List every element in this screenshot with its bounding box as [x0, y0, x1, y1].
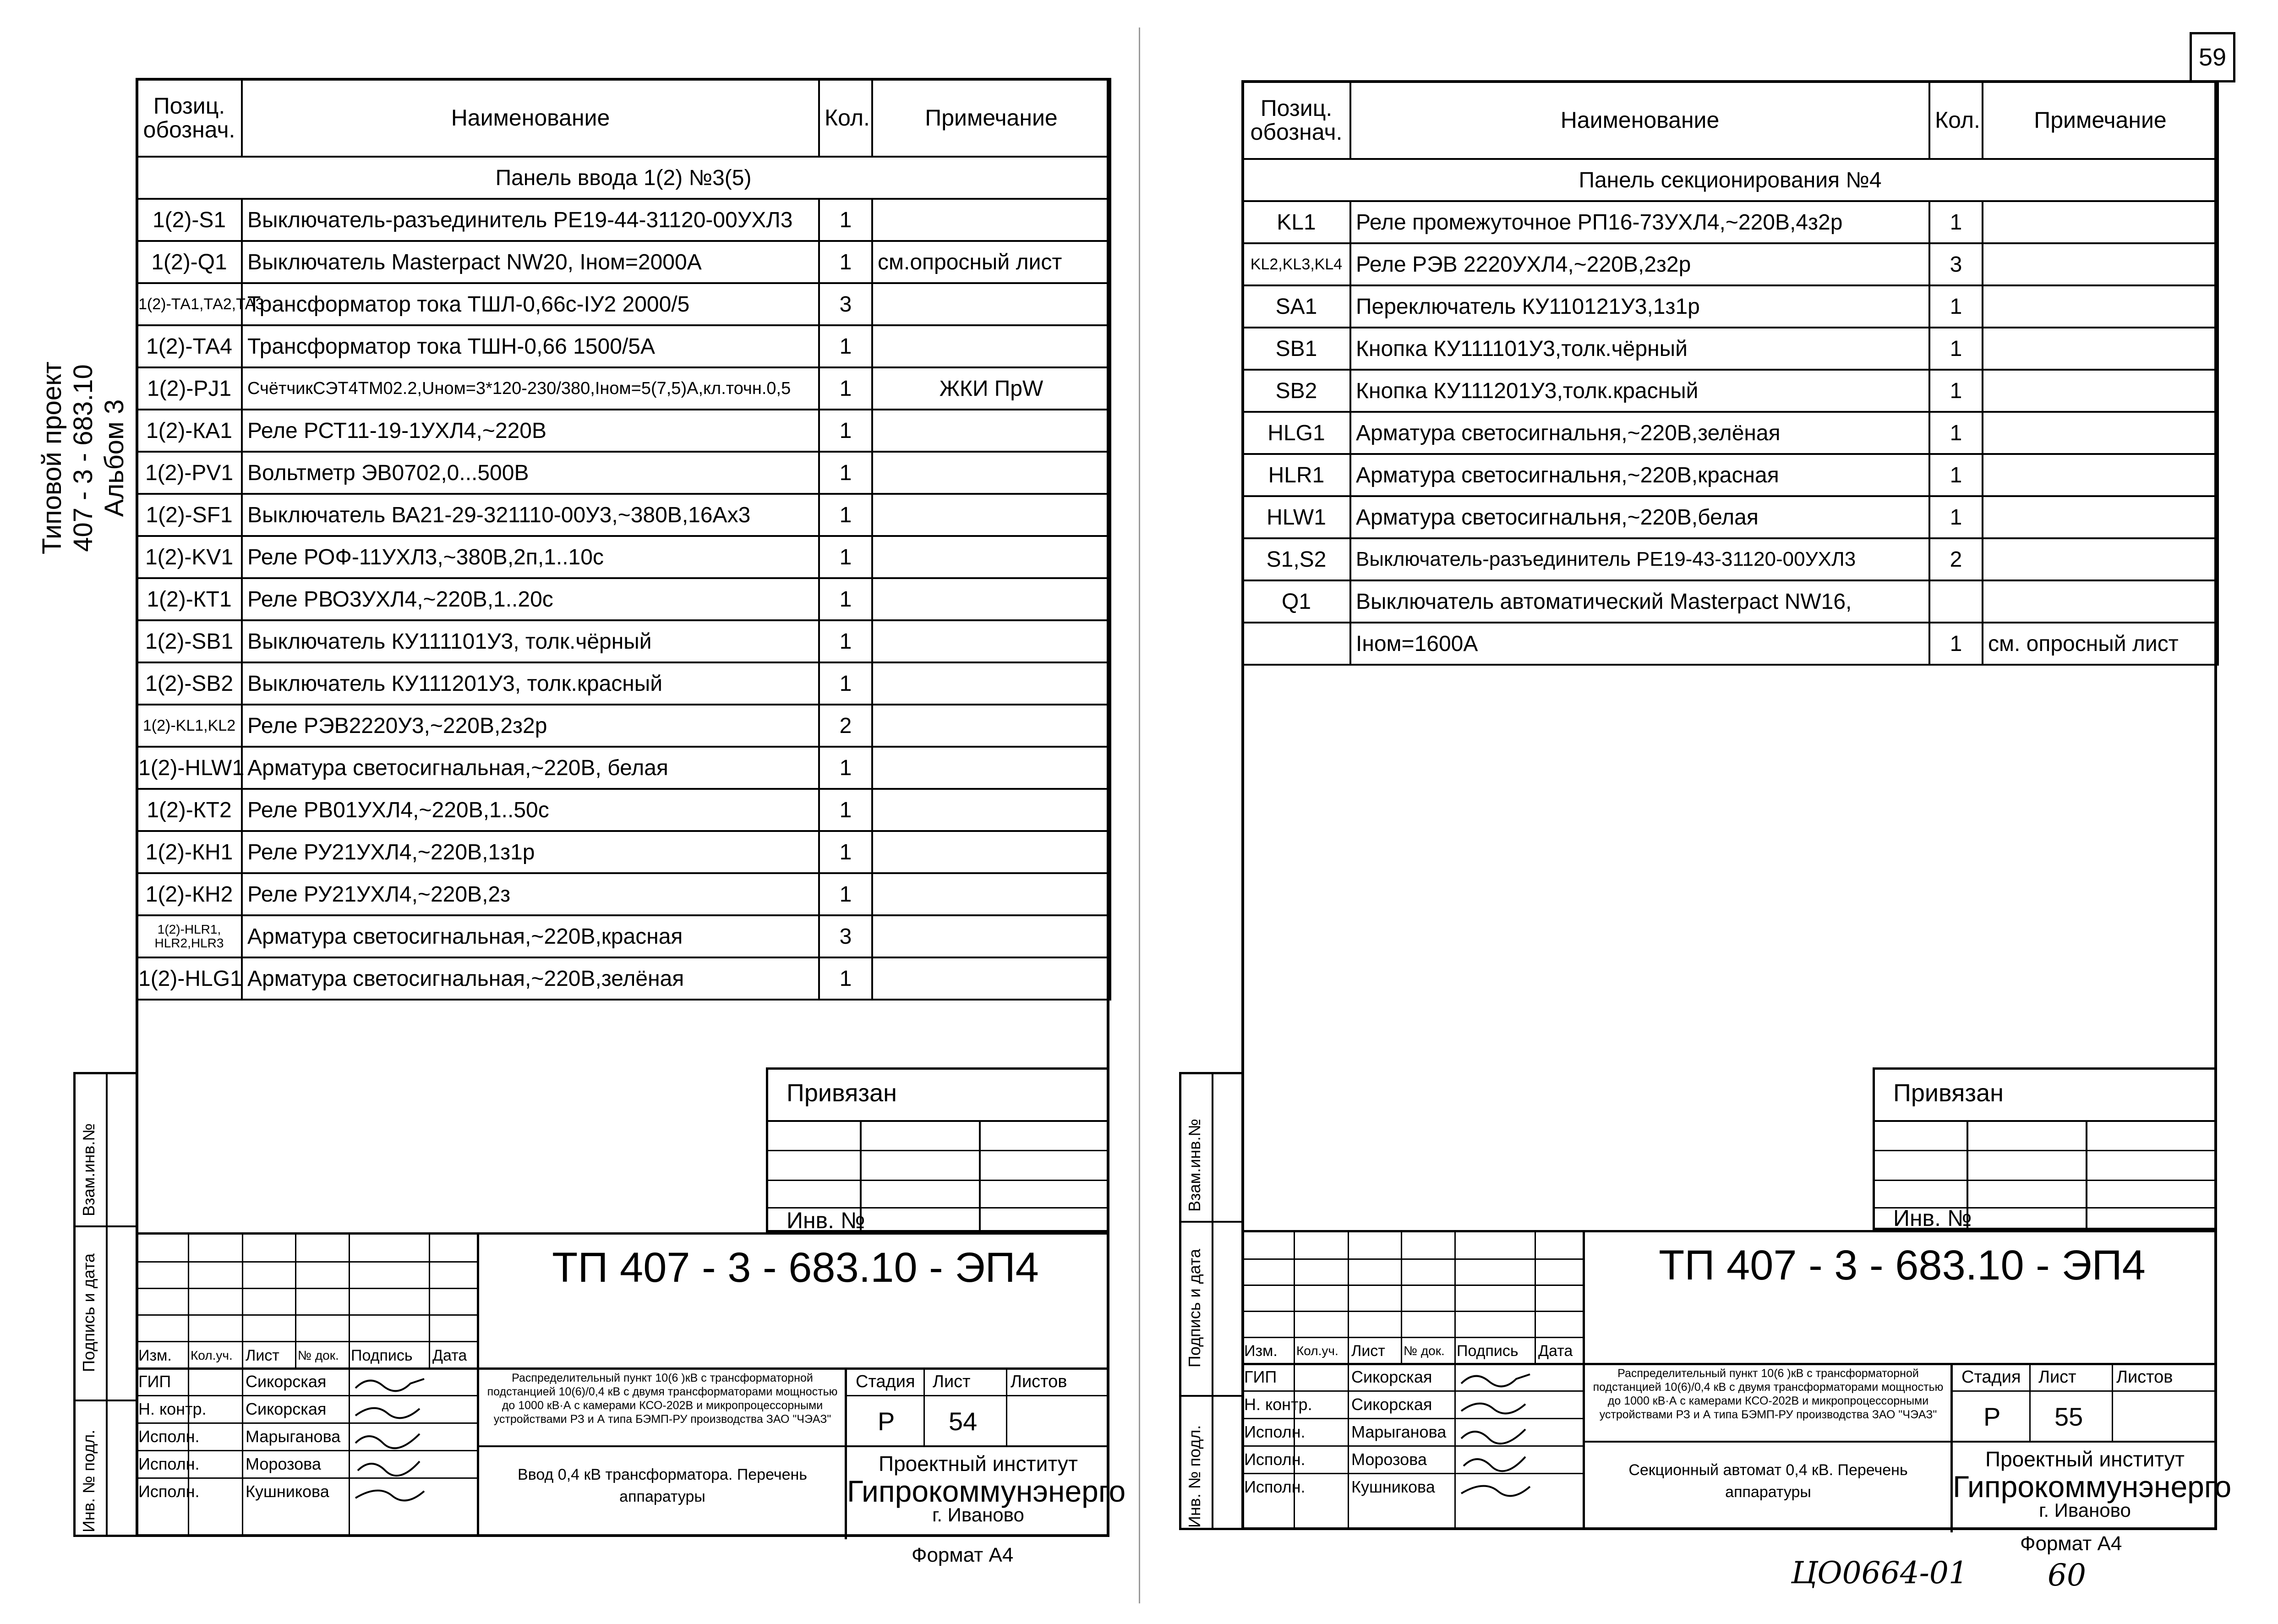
table-row: HLW1 Арматура светосигнальня,~220В,белая 1: [1242, 496, 2218, 538]
right-spec-table: [1241, 80, 2219, 666]
col-kol: Кол.уч.: [191, 1348, 233, 1362]
table-row: 1(2)-ТА1,ТА2,ТА3 Трансформатор тока ТШЛ-0,66с-IУ2 2000/5 3: [137, 283, 1110, 325]
col-list: Лист: [246, 1347, 279, 1364]
table-row: SB2 Кнопка КУ111201У3,толк.красный 1: [1242, 370, 2218, 412]
table-row: 1(2)-PV1 Вольтметр ЭВ0702,0...500В 1: [137, 452, 1110, 494]
table-row: 1(2)-KL1,KL2 Реле РЭВ2220У3,~220В,2з2р 2: [137, 705, 1110, 747]
header-qty: Кол.: [1929, 81, 1983, 159]
drawing-code: ТП 407 - 3 - 683.10 - ЭП4: [1659, 1242, 2146, 1289]
institute: [847, 1450, 1126, 1526]
role-name: Морозова: [246, 1454, 321, 1473]
role-row: Исполн.: [1244, 1477, 1306, 1496]
stadia-label: Стадия: [1961, 1367, 2021, 1387]
role-row: Н. контр.: [138, 1400, 207, 1418]
role-name: Сикорская: [1351, 1395, 1432, 1414]
col-podp: Подпись: [1457, 1342, 1519, 1360]
role-name: Сикорская: [246, 1372, 327, 1391]
signatures: [1457, 1365, 1535, 1503]
table-row: 1(2)-Q1 Выключатель Masterpact NW20, Iном=2000А 1 см.опросный лист: [137, 241, 1110, 283]
header-note: Примечание: [872, 79, 1110, 157]
stadia-value: Р: [878, 1407, 895, 1436]
table-row: 1(2)-PJ1 СчётчикСЭТ4ТМ02.2,Uном=3*120-230/380,Iном=5(7,5)А,кл.точн.0,5 1 ЖКИ ПрW: [137, 367, 1110, 410]
section-title: Панель секционирования №4: [1242, 159, 2218, 201]
privyazan-label: Привязан: [1893, 1079, 2004, 1107]
col-ndok: № док.: [1404, 1344, 1445, 1358]
table-row: S1,S2 Выключатель-разъединитель РЕ19-43-31120-00УХЛ3 2: [1242, 538, 2218, 580]
header-name: Наименование: [242, 79, 819, 157]
table-row: HLG1 Арматура светосигнальня,~220В,зелёная 1: [1242, 412, 2218, 454]
right-format-label: Формат А4: [2020, 1532, 2122, 1555]
table-row: SB1 Кнопка КУ111101У3,толк.чёрный 1: [1242, 328, 2218, 370]
table-row: 1(2)-HLW1 Арматура светосигнальная,~220В, белая 1: [137, 747, 1110, 789]
sheet-title: Ввод 0,4 кВ трансформатора. Перечень аппаратуры: [518, 1466, 807, 1505]
table-row: 1(2)-КН2 Реле РУ21УХЛ4,~220В,2з 1: [137, 873, 1110, 915]
listov-label: Листов: [1011, 1372, 1067, 1391]
institute-line2: Гипрокоммунэнерго: [1953, 1470, 2232, 1504]
institute-line1: Проектный институт: [879, 1452, 1078, 1476]
col-kol: Кол.уч.: [1296, 1344, 1338, 1358]
side-title-line1: Типовой проект: [37, 361, 67, 554]
project-description: Распределительный пункт 10(6 )кВ с трансформаторной подстанцией 10(6)/0,4 кВ с двумя трансформаторами мощностью до 1000 кВ·А с камерами КСО-202В и микропроцессорными устройствами РЗ и А типа БЭМП-РУ производства ЗАО "ЧЭАЗ": [1593, 1367, 1944, 1421]
header-pos: Позиц. обознач.: [1242, 81, 1350, 159]
right-side-strip: [1179, 1072, 1241, 1530]
role-name: Кушникова: [1351, 1477, 1435, 1496]
col-data: Дата: [1538, 1342, 1573, 1360]
inv-no-label: Инв. №: [1893, 1205, 1972, 1231]
table-row: SA1 Переключатель КУ110121У3,1з1р 1: [1242, 285, 2218, 328]
role-name: Морозова: [1351, 1450, 1427, 1469]
inv-no-label: Инв. №: [787, 1208, 865, 1233]
side-label-podpis: Подпись и дата: [79, 1253, 98, 1372]
side-label-vzam: Взам.инв.№: [79, 1123, 98, 1216]
list-label: Лист: [933, 1372, 971, 1391]
role-name: Сикорская: [1351, 1367, 1432, 1386]
table-row: 1(2)-ТА4 Трансформатор тока ТШН-0,66 1500/5А 1: [137, 325, 1110, 367]
drawing-code: ТП 407 - 3 - 683.10 - ЭП4: [552, 1244, 1039, 1291]
role-row: Исполн.: [1244, 1422, 1306, 1441]
left-privyazan-box: [766, 1067, 1109, 1232]
table-row: 1(2)-КН1 Реле РУ21УХЛ4,~220В,1з1р 1: [137, 831, 1110, 873]
table-row: 1(2)-HLR1, HLR2,HLR3 Арматура светосигнальная,~220В,красная 3: [137, 915, 1110, 957]
left-format-label: Формат А4: [912, 1544, 1014, 1566]
col-podp: Подпись: [351, 1347, 413, 1364]
table-row: 1(2)-SB2 Выключатель КУ111201У3, толк.красный 1: [137, 662, 1110, 705]
side-title: [37, 362, 130, 554]
left-side-strip: [73, 1072, 136, 1537]
role-row: Исполн.: [138, 1454, 200, 1473]
table-row: 1(2)-HLG1 Арматура светосигнальная,~220В,зелёная 1: [137, 957, 1110, 1000]
side-label-inv: Инв. № подл.: [1185, 1425, 1204, 1528]
role-name: Кушникова: [246, 1482, 329, 1501]
header-note: Примечание: [1983, 81, 2218, 159]
list-label: Лист: [2038, 1367, 2076, 1387]
role-name: Марыганова: [246, 1427, 341, 1446]
col-ndok: № док.: [298, 1348, 339, 1362]
table-row: 1(2)-SF1 Выключатель ВА21-29-321110-00У3,~380В,16Ах3 1: [137, 494, 1110, 536]
institute-line2: Гипрокоммунэнерго: [847, 1474, 1126, 1508]
list-value: 54: [949, 1407, 978, 1436]
col-data: Дата: [432, 1347, 467, 1364]
section-title: Панель ввода 1(2) №3(5): [137, 157, 1110, 199]
stadia-label: Стадия: [856, 1372, 915, 1391]
project-description: Распределительный пункт 10(6 )кВ с трансформаторной подстанцией 10(6)/0,4 кВ с двумя трансформаторами мощностью до 1000 кВ·А с камерами КСО-202В и микропроцессорными устройствами РЗ и А типа БЭМП-РУ производства ЗАО "ЧЭАЗ": [487, 1372, 838, 1426]
right-table-extension: [1241, 673, 1243, 1067]
table-row: 1(2)-КТ1 Реле РВО3УХЛ4,~220В,1..20с 1: [137, 578, 1110, 620]
signatures: [351, 1370, 429, 1507]
header-pos: Позиц. обознач.: [137, 79, 242, 157]
table-row: 1(2)-KV1 Реле РОФ-11УХЛ3,~380В,2п,1..10с 1: [137, 536, 1110, 578]
listov-label: Листов: [2116, 1367, 2173, 1387]
table-row: 1(2)-SB1 Выключатель КУ111101У3, толк.чёрный 1: [137, 620, 1110, 662]
header-qty: Кол.: [819, 79, 872, 157]
role-row: Исполн.: [138, 1482, 200, 1501]
col-izm: Изм.: [138, 1347, 172, 1364]
table-row: Q1 Выключатель автоматический Masterpact NW16,: [1242, 580, 2218, 623]
table-row: HLR1 Арматура светосигнальня,~220В,красная 1: [1242, 454, 2218, 496]
table-row: 1(2)-КА1 Реле РСТ11-19-1УХЛ4,~220В 1: [137, 410, 1110, 452]
institute: [1953, 1445, 2232, 1521]
table-row: KL2,KL3,KL4 Реле РЭВ 2220УХЛ4,~220В,2з2р 3: [1242, 243, 2218, 285]
side-title-line3: Альбом 3: [99, 399, 129, 517]
side-title-line2: 407 - 3 - 683.10: [68, 364, 98, 552]
handwritten-code: ЦО0664-01: [1791, 1555, 1968, 1591]
list-value: 55: [2054, 1402, 2083, 1431]
side-label-inv: Инв. № подл.: [79, 1429, 98, 1532]
table-row: Iном=1600А 1 см. опросный лист: [1242, 623, 2218, 665]
table-row: 1(2)-S1 Выключатель-разъединитель РЕ19-44-31120-00УХЛ3 1: [137, 199, 1110, 241]
privyazan-label: Привязан: [787, 1079, 897, 1107]
left-title-block: [136, 1232, 1126, 1537]
side-label-vzam: Взам.инв.№: [1185, 1118, 1204, 1212]
side-label-podpis: Подпись и дата: [1185, 1249, 1204, 1367]
left-spec-table: [136, 78, 1111, 1001]
col-list: Лист: [1351, 1342, 1385, 1360]
header-name: Наименование: [1350, 81, 1929, 159]
right-title-block: [1241, 1230, 2232, 1530]
institute-line3: г. Иваново: [932, 1504, 1024, 1526]
sheet-title: Секционный автомат 0,4 кВ. Перечень аппаратуры: [1628, 1461, 1908, 1501]
role-row: ГИП: [138, 1372, 171, 1391]
page-number: 59: [2190, 32, 2235, 82]
handwritten-page: 60: [2048, 1558, 2086, 1593]
stadia-value: Р: [1983, 1402, 2001, 1431]
role-row: Исполн.: [1244, 1450, 1306, 1469]
role-name: Марыганова: [1351, 1422, 1447, 1441]
right-privyazan-box: [1873, 1067, 2217, 1230]
institute-line3: г. Иваново: [2039, 1499, 2131, 1521]
table-row: 1(2)-КТ2 Реле РВ01УХЛ4,~220В,1..50с 1: [137, 789, 1110, 831]
table-row: KL1 Реле промежуточное РП16-73УХЛ4,~220В,4з2р 1: [1242, 201, 2218, 243]
institute-line1: Проектный институт: [1985, 1447, 2185, 1471]
role-name: Сикорская: [246, 1400, 327, 1418]
role-row: Исполн.: [138, 1427, 200, 1446]
role-row: Н. контр.: [1244, 1395, 1312, 1414]
col-izm: Изм.: [1244, 1342, 1278, 1360]
role-row: ГИП: [1244, 1367, 1277, 1386]
center-fold: [1139, 27, 1140, 1603]
